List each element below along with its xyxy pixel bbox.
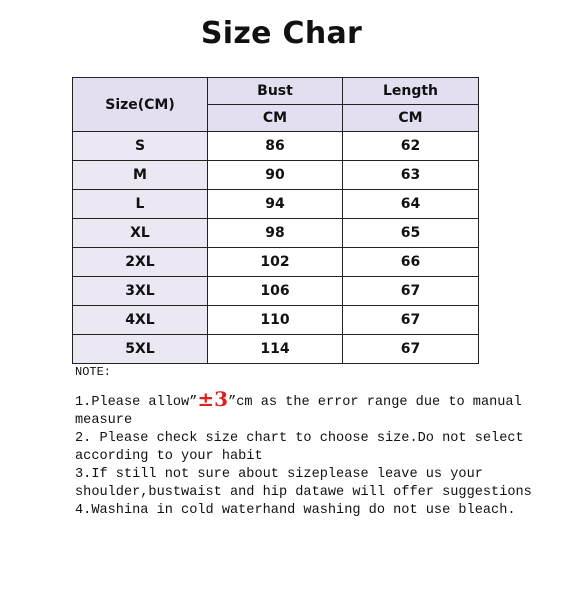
table-row bbox=[73, 277, 479, 306]
size-cell: 2XL bbox=[73, 248, 208, 277]
bust-cell: 102 bbox=[208, 248, 343, 277]
table-row bbox=[73, 132, 479, 161]
length-cell: 65 bbox=[343, 219, 479, 248]
table-row bbox=[73, 306, 479, 335]
table-row bbox=[73, 219, 479, 248]
length-cell: 66 bbox=[343, 248, 479, 277]
length-cell: 64 bbox=[343, 190, 479, 219]
size-cell: S bbox=[73, 132, 208, 161]
size-chart-table bbox=[72, 77, 479, 364]
bust-cell: 106 bbox=[208, 277, 343, 306]
note-item: 2. Please check size chart to choose size.Do not select according to your habit bbox=[75, 431, 524, 464]
note-item: 4.Washina in cold waterhand washing do not use bleach. bbox=[75, 503, 516, 518]
size-cell: 4XL bbox=[73, 306, 208, 335]
note-item bbox=[75, 387, 535, 430]
length-column-header: Length bbox=[343, 78, 479, 105]
table-row bbox=[73, 248, 479, 277]
size-cell: XL bbox=[73, 219, 208, 248]
length-cell: 67 bbox=[343, 277, 479, 306]
bust-cell: 114 bbox=[208, 335, 343, 364]
table-header-row bbox=[73, 78, 479, 105]
bust-unit-header: CM bbox=[208, 105, 343, 132]
length-unit-header: CM bbox=[343, 105, 479, 132]
length-cell: 67 bbox=[343, 335, 479, 364]
note-item: 3.If still not sure about sizeplease leave us your shoulder,bustwaist and hip datawe will offer suggestions bbox=[75, 467, 532, 500]
size-cell: 3XL bbox=[73, 277, 208, 306]
length-cell: 62 bbox=[343, 132, 479, 161]
notes-heading: NOTE: bbox=[75, 365, 112, 379]
bust-cell: 98 bbox=[208, 219, 343, 248]
bust-cell: 86 bbox=[208, 132, 343, 161]
table-row bbox=[73, 190, 479, 219]
bust-cell: 110 bbox=[208, 306, 343, 335]
tolerance-value: ±3 bbox=[197, 387, 229, 411]
table-row bbox=[73, 161, 479, 190]
bust-column-header: Bust bbox=[208, 78, 343, 105]
bust-cell: 94 bbox=[208, 190, 343, 219]
size-column-header: Size(CM) bbox=[73, 78, 208, 132]
length-cell: 63 bbox=[343, 161, 479, 190]
note-text: 1.Please allow” bbox=[75, 395, 198, 410]
size-cell: L bbox=[73, 190, 208, 219]
size-cell: M bbox=[73, 161, 208, 190]
note-text: ”cm as the error range due to manual measure bbox=[75, 395, 522, 428]
page-title: Size Char bbox=[200, 16, 363, 51]
bust-cell: 90 bbox=[208, 161, 343, 190]
notes-section bbox=[75, 363, 535, 520]
table-row bbox=[73, 335, 479, 364]
size-cell: 5XL bbox=[73, 335, 208, 364]
length-cell: 67 bbox=[343, 306, 479, 335]
